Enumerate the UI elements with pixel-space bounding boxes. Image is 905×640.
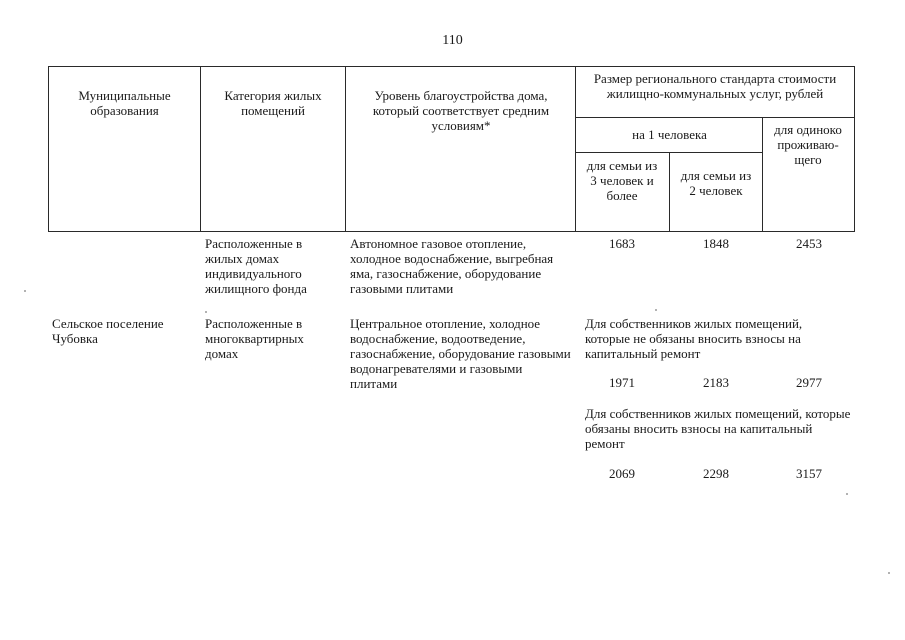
header-level: Уровень благоустройства дома, который соответствует средним условиям* (372, 88, 550, 133)
column-divider-5 (762, 117, 763, 232)
row2-group-a-family2: 2183 (703, 375, 729, 390)
scan-speck (24, 290, 26, 292)
table-right-border (854, 66, 855, 232)
row1-value-family3: 1683 (609, 236, 635, 251)
header-top-border (48, 66, 855, 67)
header-family3: для семьи из 3 человек и более (586, 158, 658, 203)
scan-speck (888, 572, 890, 574)
row2-category: Расположенные в многоквартирных домах (205, 316, 304, 361)
row2-group-b-label: Для собственников жилых помещений, которые обязаны вносить взносы на капитальный ремонт (585, 406, 851, 451)
header-family2: для семьи из 2 человек (680, 168, 752, 198)
row2-level: Центральное отопление, холодное водоснабжение, водоотведение, газоснабжение, оборудование газовыми водонагревателями и газовыми плитами (350, 316, 571, 391)
row1-level: Автономное газовое отопление, холодное водоснабжение, выгребная яма, газоснабжение, оборудование газовыми плитами (350, 236, 554, 296)
row1-category: Расположенные в жилых домах индивидуального жилищного фонда (205, 236, 307, 296)
row2-group-b-family2: 2298 (703, 466, 729, 481)
row2-municipality: Сельское поселение Чубовка (52, 316, 164, 346)
scan-speck (655, 309, 657, 311)
scan-speck (205, 311, 207, 313)
header-single: для одиноко проживаю-щего (774, 122, 842, 167)
header-bottom-border (48, 231, 855, 232)
row1-value-family2: 1848 (703, 236, 729, 251)
column-divider-3 (575, 66, 576, 232)
page-number: 110 (442, 33, 463, 48)
row2-group-b-single: 3157 (796, 466, 822, 481)
row2-group-a-family3: 1971 (609, 375, 635, 390)
scan-speck (846, 493, 848, 495)
header-standard: Размер регионального стандарта стоимости жилищно-коммунальных услуг, рублей (593, 71, 837, 101)
table-left-border (48, 66, 49, 232)
header-municipal: Муниципальные образования (78, 88, 171, 118)
row1-value-single: 2453 (796, 236, 822, 251)
column-divider-1 (200, 66, 201, 232)
row2-group-a-single: 2977 (796, 375, 822, 390)
column-divider-2 (345, 66, 346, 232)
header-per-person: на 1 человека (632, 127, 707, 142)
row2-group-b-family3: 2069 (609, 466, 635, 481)
column-divider-4 (669, 152, 670, 232)
standard-subheader-border (575, 117, 855, 118)
row2-group-a-label: Для собственников жилых помещений, которые не обязаны вносить взносы на капитальный ремонт (585, 316, 803, 361)
header-category: Категория жилых помещений (224, 88, 322, 118)
